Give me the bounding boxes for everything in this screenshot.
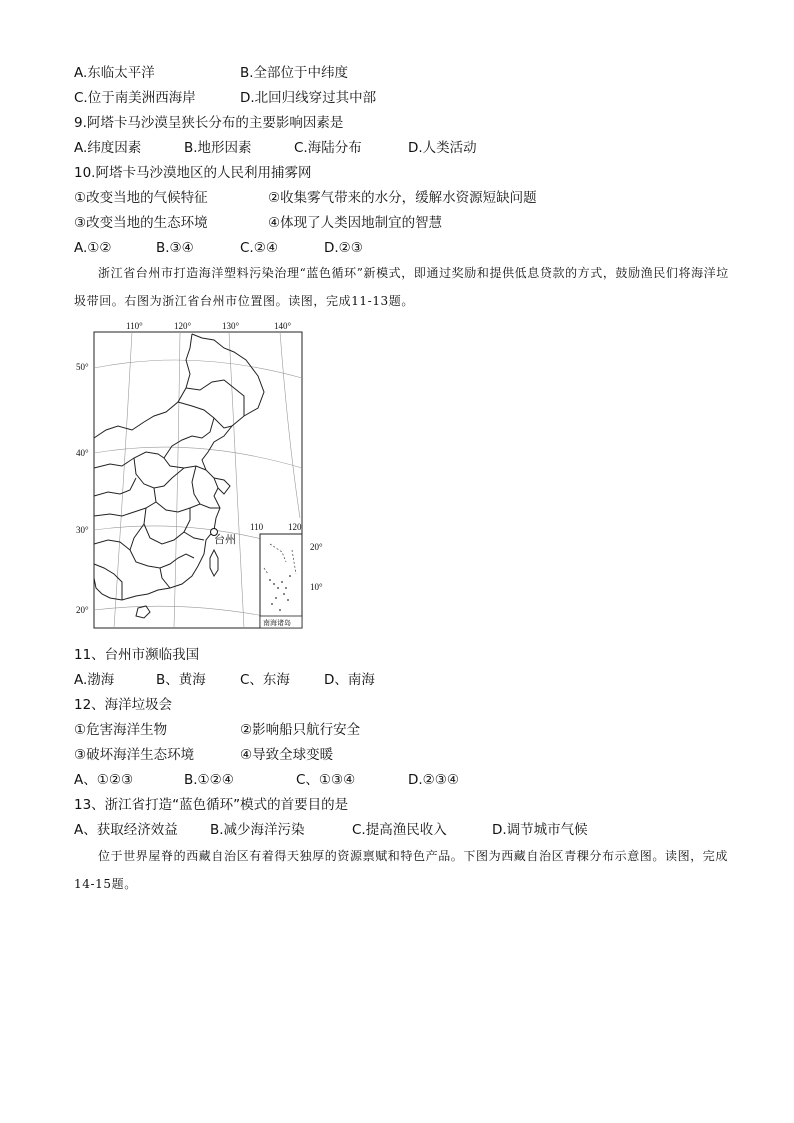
q13-option-a: A、获取经济效益 (74, 822, 178, 838)
map-lon-label-110: 110° (126, 321, 143, 331)
map-lat-label-30: 30° (76, 525, 89, 535)
q13-option-d: D.调节城市气候 (492, 822, 588, 838)
q13-stem: 13、浙江省打造“蓝色循环”模式的首要目的是 (74, 797, 349, 813)
q13-option-c: C.提高渔民收入 (352, 822, 447, 838)
q10-statement-1: ①改变当地的气候特征 (74, 190, 208, 206)
q13-option-b: B.减少海洋污染 (210, 822, 305, 838)
q12-option-b: B.①②④ (184, 772, 234, 788)
map-lon-label-120: 120° (174, 321, 192, 331)
q9-stem: 9.阿塔卡马沙漠呈狭长分布的主要影响因素是 (74, 115, 344, 131)
q11-option-d: D、南海 (324, 672, 375, 688)
inset-lat-label-20: 20° (310, 542, 323, 552)
q8-option-b: B.全部位于中纬度 (240, 65, 349, 81)
q12-option-c: C、①③④ (296, 772, 356, 788)
q10-statement-2: ②收集雾气带来的水分，缓解水资源短缺问题 (268, 190, 537, 206)
q11-option-b: B、黄海 (156, 672, 206, 688)
south-china-sea-inset (260, 534, 302, 628)
q12-statement-2: ②影响船只航行安全 (240, 722, 361, 738)
map-lat-label-40: 40° (76, 448, 89, 458)
q12-statement-4: ④导致全球变暖 (240, 747, 334, 763)
map-lat-label-50: 50° (76, 362, 89, 372)
q10-option-a: A.①② (74, 240, 112, 256)
taizhou-location-map (74, 318, 336, 632)
q9-option-d: D.人类活动 (408, 140, 477, 156)
passage-tibet: 位于世界屋脊的西藏自治区有着得天独厚的资源禀赋和特色产品。下图为西藏自治区青稞分布示意图。读图，完成14-15题。 (74, 849, 729, 891)
taizhou-label: 台州 (214, 533, 236, 546)
china-east-provinces (94, 334, 264, 618)
q10-option-d: D.②③ (324, 240, 363, 256)
q10-option-c: C.②④ (240, 240, 278, 256)
q12-statement-3: ③破坏海洋生态环境 (74, 747, 195, 763)
inset-lon-label-110: 110 (250, 522, 264, 532)
q9-option-a: A.纬度因素 (74, 140, 142, 156)
inset-lat-label-10: 10° (310, 582, 323, 592)
map-lon-label-140: 140° (274, 321, 292, 331)
passage-taizhou: 浙江省台州市打造海洋塑料污染治理“蓝色循环”新模式，即通过奖励和提供低息贷款的方式，鼓励渔民们将海洋垃圾带回。右图为浙江省台州市位置图。读图，完成11-13题。 (74, 266, 729, 308)
q10-statement-4: ④体现了人类因地制宜的智慧 (268, 215, 443, 231)
q12-stem: 12、海洋垃圾会 (74, 697, 173, 713)
q9-option-b: B.地形因素 (184, 140, 252, 156)
inset-lon-label-120: 120 (288, 522, 302, 532)
q10-option-b: B.③④ (156, 240, 194, 256)
map-lon-label-130: 130° (222, 321, 240, 331)
q8-option-c: C.位于南美洲西海岸 (74, 90, 196, 106)
q10-stem: 10.阿塔卡马沙漠地区的人民利用捕雾网 (74, 165, 312, 181)
q8-option-d: D.北回归线穿过其中部 (240, 90, 377, 106)
inset-caption: 南海诸岛 (263, 619, 291, 627)
q10-statement-3: ③改变当地的生态环境 (74, 215, 208, 231)
q12-statement-1: ①危害海洋生物 (74, 722, 168, 738)
q12-option-a: A、①②③ (74, 772, 134, 788)
q11-option-a: A.渤海 (74, 672, 115, 688)
q8-option-a: A.东临太平洋 (74, 65, 155, 81)
q11-option-c: C、东海 (240, 672, 290, 688)
q11-stem: 11、台州市濒临我国 (74, 647, 200, 663)
q9-option-c: C.海陆分布 (294, 140, 362, 156)
q12-option-d: D.②③④ (408, 772, 459, 788)
map-lat-label-20: 20° (76, 605, 89, 615)
